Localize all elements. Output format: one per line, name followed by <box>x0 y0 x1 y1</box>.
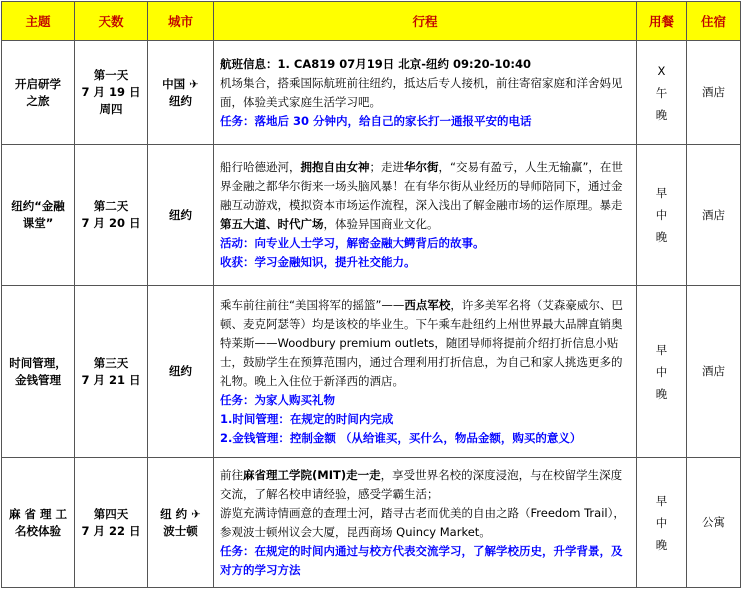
itinerary-cell <box>214 286 637 458</box>
header-itinerary: 行程 <box>214 2 637 41</box>
day-cell: 第四天 7 月 22 日 <box>75 458 148 588</box>
itinerary-text: 前往麻省理工学院(MIT)走一走，享受世界名校的深度浸泡，与在校留学生深度交流，了解名校申请经验，感受学霸生活； <box>220 467 623 501</box>
header-stay: 住宿 <box>687 2 741 41</box>
city-from-with-plane-icon: 纽 约 ✈ <box>160 506 201 521</box>
city-from-with-plane-icon: 中国 ✈ <box>162 76 199 91</box>
itinerary-text: 船行哈德逊河，拥抱自由女神；走进华尔街，“交易有盈亏，人生无输赢”，在世界金融之都华尔街来一场头脑风暴！在有华尔街从业经历的导师陪同下，通过金融互动游戏，模拟资本市场运作流程，深入浅出了解金融市场的运作原理。暴走第五大道、时代广场，体验异国商业文化。 <box>220 160 623 231</box>
stay-cell: 酒店 <box>687 286 741 458</box>
stay-cell: 公寓 <box>687 458 741 588</box>
header-day: 天数 <box>75 2 148 41</box>
table-row <box>2 458 741 588</box>
stay-cell: 酒店 <box>687 41 741 145</box>
flight-info: 航班信息：1. CA819 07月19日 北京-纽约 09:20-10:40 <box>220 56 531 71</box>
meals-cell: 早 中 晚 <box>637 145 687 286</box>
itinerary-cell <box>214 41 637 145</box>
stay-cell: 酒店 <box>687 145 741 286</box>
city-cell: 纽 约 ✈ 波士顿 <box>148 458 214 588</box>
header-theme: 主题 <box>2 2 75 41</box>
table-row <box>2 41 741 145</box>
day-cell: 第一天 7 月 19 日 周四 <box>75 41 148 145</box>
theme-cell: 开启研学 之旅 <box>2 41 75 145</box>
meals-cell: 早 中 晚 <box>637 286 687 458</box>
theme-cell: 时间管理， 金钱管理 <box>2 286 75 458</box>
itinerary-cell <box>214 458 637 588</box>
table-header-row <box>2 2 741 41</box>
day-cell: 第二天 7 月 20 日 <box>75 145 148 286</box>
task-item-1: 1.时间管理：在规定的时间内完成 <box>220 411 394 426</box>
table-row <box>2 286 741 458</box>
city-cell: 纽约 <box>148 286 214 458</box>
table-row <box>2 145 741 286</box>
meals-cell: 早 中 晚 <box>637 458 687 588</box>
theme-cell: 麻 省 理 工 名校体验 <box>2 458 75 588</box>
task-text: 任务：在规定的时间内通过与校方代表交流学习，了解学校历史，升学背景，及对方的学习方法 <box>220 543 623 577</box>
header-meals: 用餐 <box>637 2 687 41</box>
city-cell: 纽约 <box>148 145 214 286</box>
task-text: 任务：为家人购买礼物 <box>220 392 335 407</box>
theme-cell: 纽约“金融 课堂” <box>2 145 75 286</box>
activity-text: 活动：向专业人士学习，解密金融大鳄背后的故事。 <box>220 236 485 250</box>
gain-text: 收获：学习金融知识，提升社交能力。 <box>220 255 416 269</box>
itinerary-table <box>1 1 741 588</box>
day-cell: 第三天 7 月 21 日 <box>75 286 148 458</box>
header-city: 城市 <box>148 2 214 41</box>
itinerary-text: 机场集合，搭乘国际航班前往纽约，抵达后专人接机，前往寄宿家庭和洋舍妈见面，体验美式家庭生活学习吧。 <box>220 75 623 109</box>
task-text: 任务：落地后 30 分钟内，给自己的家长打一通报平安的电话 <box>220 113 532 128</box>
task-item-2: 2.金钱管理：控制金额 （从给谁买，买什么，物品金额，购买的意义） <box>220 430 582 445</box>
meals-cell: X 午 晚 <box>637 41 687 145</box>
itinerary-cell <box>214 145 637 286</box>
itinerary-text-2: 游览充满诗情画意的查理士河，踏寻古老而优美的自由之路（Freedom Trail），参观波士顿州议会大厦，昆西商场 Quincy Market。 <box>220 505 625 539</box>
city-cell: 中国 ✈ 纽约 <box>148 41 214 145</box>
itinerary-text: 乘车前往前往“美国将军的摇篮”——西点军校，许多美军名将（艾森豪威尔、巴顿、麦克阿瑟等）均是该校的毕业生。下午乘车赴纽约上州世界最大品牌直销奥特莱斯——Woodbury premium outlets，随团导师将提前介绍打折信息小贴士，鼓励学生在预算范围内，通过合理利用打折信息，为自己和家人挑选更多的礼物。晚上入住位于新泽西的酒店。 <box>220 297 623 388</box>
